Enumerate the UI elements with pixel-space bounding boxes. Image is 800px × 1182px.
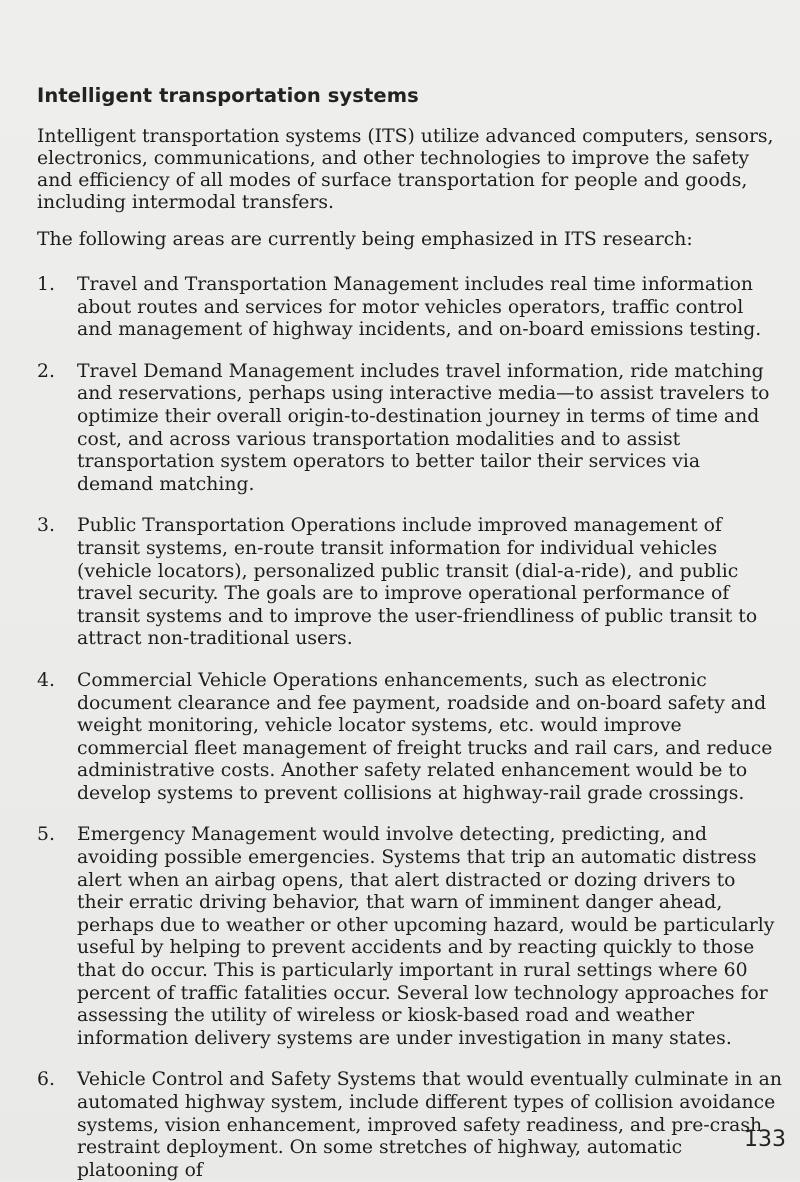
list-item: [37, 361, 782, 497]
page-number: 133: [744, 1127, 786, 1152]
lead-paragraph: The following areas are currently being emphasized in ITS research:: [37, 229, 693, 250]
list-item-text: Travel Demand Management includes travel information, ride matching and reservations, perhaps using interactive media—to assist travelers to optimize their overall origin-to-destination journey in terms of time and cost, and across various transportation modalities and to assist transportation system operators to better tailor their services via demand matching.: [77, 360, 770, 495]
list-item-number: 6.: [37, 1069, 55, 1091]
list-item: [37, 515, 782, 651]
list-item: [37, 274, 782, 342]
list-item-text: Emergency Management would involve detecting, predicting, and avoiding possible emergencies. Systems that trip an automatic distress alert when an airbag opens, that alert distracted or dozing drivers to their erratic driving behavior, that warn of imminent danger ahead, perhaps due to weather or other upcoming hazard, would be particularly useful by helping to prevent accidents and by reacting quickly to those that do occur. This is particularly important in rural settings where 60 percent of traffic fatalities occur. Several low technology approaches for assessing the utility of wireless or kiosk-based road and weather information delivery systems are under investigation in many states.: [77, 824, 775, 1049]
list-item-text: Vehicle Control and Safety Systems that would eventually culminate in an automated highway system, include different types of collision avoidance systems, vision enhancement, improved safety readiness, and pre-crash restraint deployment. On some stretches of highway, automatic platooning of: [77, 1069, 782, 1181]
research-areas-list: [37, 274, 782, 1182]
intro-paragraph: Intelligent transportation systems (ITS) utilize advanced computers, sensors, electronics, communications, and other technologies to improve the safety and efficiency of all modes of surface transportation for people and goods, including intermodal transfers.: [37, 126, 774, 213]
page-title: Intelligent transportation systems: [37, 84, 419, 107]
list-item-text: Commercial Vehicle Operations enhancements, such as electronic document clearance and fee payment, roadside and on-board safety and weight monitoring, vehicle locator systems, etc. would improve commercial fleet management of freight trucks and rail cars, and reduce administrative costs. Another safety related enhancement would be to develop systems to prevent collisions at highway-rail grade crossings.: [77, 669, 773, 804]
list-item-number: 5.: [37, 824, 55, 846]
list-item: [37, 670, 782, 806]
list-item-number: 1.: [37, 274, 55, 295]
list-item-text: Travel and Transportation Management includes real time information about routes and services for motor vehicles operators, traffic control and management of highway incidents, and on-board emissions testing.: [77, 274, 762, 341]
list-item-number: 3.: [37, 515, 55, 537]
list-item: [37, 1069, 782, 1182]
list-item-number: 2.: [37, 360, 55, 382]
list-item-text: Public Transportation Operations include improved management of transit systems, en-route transit information for individual vehicles (vehicle locators), personalized public transit (dial-a-ride), and public travel security. The goals are to improve operational performance of transit systems and to improve the user-friendliness of public transit to attract non-traditional users.: [77, 515, 758, 650]
list-item-number: 4.: [37, 669, 55, 691]
list-item: [37, 824, 782, 1050]
